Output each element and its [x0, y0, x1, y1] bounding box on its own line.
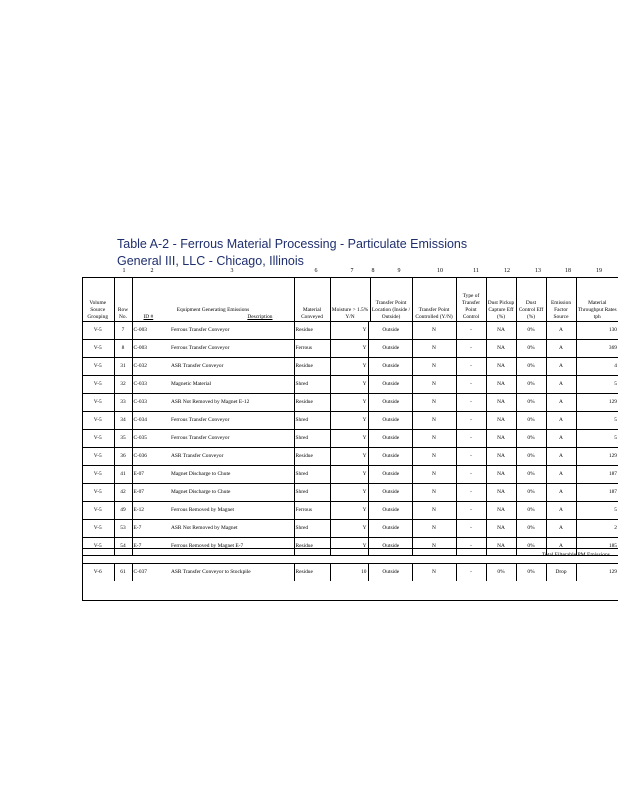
transfer-location-cell: Outside [370, 430, 412, 448]
source-grouping-cell: V-5 [82, 340, 114, 358]
transfer-location-cell: Outside [370, 502, 412, 520]
pickup-eff-cell: NA [486, 538, 516, 556]
equipment-id-cell: E-07 [132, 466, 170, 484]
transfer-controlled-cell: N [412, 484, 456, 502]
material-cell: Residue [294, 358, 330, 376]
equipment-id-cell: C-035 [132, 430, 170, 448]
column-numbers [0, 268, 618, 277]
control-type-cell: - [456, 484, 486, 502]
header-equipment [132, 277, 294, 322]
control-type-cell: - [456, 466, 486, 484]
description-cell: Magnet Discharge to Chute [170, 484, 294, 502]
total-label: Total Filterable PM Emissions [541, 552, 610, 558]
transfer-location-cell: Outside [370, 340, 412, 358]
description-cell: ASR Not Removed by Magnet [170, 520, 294, 538]
source-grouping-cell: V-5 [82, 520, 114, 538]
column-number: 6 [314, 268, 318, 274]
moisture-cell: Y [330, 340, 368, 358]
row-no-cell: 41 [114, 466, 132, 484]
control-eff-cell: 0% [516, 502, 546, 520]
transfer-location-cell: Outside [370, 376, 412, 394]
header-row-no: Row No. [114, 277, 132, 322]
equipment-id-cell: C-032 [132, 358, 170, 376]
control-type-cell: - [456, 430, 486, 448]
source-grouping-cell: V-5 [82, 448, 114, 466]
equipment-id-cell: E-12 [132, 502, 170, 520]
moisture-cell: Y [330, 376, 368, 394]
equipment-id-cell: E-7 [132, 520, 170, 538]
moisture-cell: Y [330, 322, 368, 340]
header-moisture: Moisture > 1.5% Y/N [330, 277, 370, 322]
row-no-cell: 61 [114, 564, 132, 581]
control-type-cell: - [456, 520, 486, 538]
pickup-eff-cell: NA [486, 520, 516, 538]
column-number: 18 [565, 268, 571, 274]
factor-source-cell: A [546, 502, 576, 520]
transfer-controlled-cell: N [412, 502, 456, 520]
transfer-location-cell: Outside [370, 466, 412, 484]
material-cell: Residue [294, 394, 330, 412]
throughput-cell: 5 [576, 430, 618, 448]
throughput-cell: 129 [576, 564, 618, 581]
control-eff-cell: 0% [516, 448, 546, 466]
equipment-id-cell: C-034 [132, 412, 170, 430]
equipment-id-cell: C-033 [132, 376, 170, 394]
column-number: 8 [371, 268, 375, 274]
column-number: 19 [596, 268, 602, 274]
factor-source-cell: A [546, 358, 576, 376]
description-cell: Ferrous Transfer Conveyor [170, 322, 294, 340]
control-type-cell: - [456, 448, 486, 466]
factor-source-cell: Drop [546, 564, 576, 581]
table-row [82, 466, 618, 484]
material-cell: Residue [294, 322, 330, 340]
source-grouping-cell: V-5 [82, 322, 114, 340]
transfer-controlled-cell: N [412, 340, 456, 358]
transfer-controlled-cell: N [412, 564, 456, 581]
factor-source-cell: A [546, 376, 576, 394]
moisture-cell: Y [330, 538, 368, 556]
header-control-type: Type of Transfer Point Control [456, 277, 486, 322]
table-bottom-rule [82, 600, 618, 601]
table-row [82, 564, 618, 581]
header-source-grouping: Volume Source Grouping [82, 277, 114, 322]
throughput-cell: 4 [576, 358, 618, 376]
factor-source-cell: A [546, 322, 576, 340]
factor-source-cell: A [546, 538, 576, 556]
throughput-cell: 187 [576, 484, 618, 502]
throughput-cell: 5 [576, 412, 618, 430]
description-cell: Ferrous Removed by Magnet E-7 [170, 538, 294, 556]
description-cell: ASR Transfer Conveyor to Stockpile [171, 569, 251, 575]
control-type-cell: - [456, 394, 486, 412]
transfer-location-cell: Outside [370, 394, 412, 412]
source-grouping-cell: V-5 [82, 394, 114, 412]
throughput-cell: 5 [576, 376, 618, 394]
row-no-cell: 33 [114, 394, 132, 412]
row-no-cell: 53 [114, 520, 132, 538]
material-cell: Shred [294, 430, 330, 448]
moisture-cell: Y [330, 466, 368, 484]
throughput-cell: 187 [576, 466, 618, 484]
throughput-cell: 2 [576, 520, 618, 538]
moisture-cell: Y [330, 358, 368, 376]
transfer-location-cell: Outside [370, 358, 412, 376]
table-row [82, 376, 618, 394]
transfer-location-cell: Outside [370, 322, 412, 340]
header-description: Description [247, 314, 273, 320]
transfer-controlled-cell: N [412, 466, 456, 484]
moisture-cell: Y [330, 502, 368, 520]
source-grouping-cell: V-5 [82, 412, 114, 430]
header-throughput: Material Throughput Rates tph [576, 277, 618, 322]
material-cell: Shred [294, 376, 330, 394]
header-control-eff: Dust Control Eff (%) [516, 277, 546, 322]
description-cell: ASR Not Removed by Magnet E-12 [170, 394, 294, 412]
header-transfer-controlled: Transfer Point Controlled (Y/N) [412, 277, 456, 322]
material-cell: Shred [294, 484, 330, 502]
throughput-cell: 130 [576, 322, 618, 340]
row-no-cell: 32 [114, 376, 132, 394]
pickup-eff-cell: NA [486, 376, 516, 394]
control-type-cell: - [456, 358, 486, 376]
header-id: ID # [143, 314, 154, 320]
control-type-cell: - [456, 412, 486, 430]
table-row [82, 520, 618, 538]
column-number: 13 [535, 268, 541, 274]
transfer-controlled-cell: N [412, 394, 456, 412]
material-cell: Ferrous [294, 340, 330, 358]
source-grouping-cell: V-6 [93, 569, 102, 575]
emissions-table [82, 277, 618, 556]
row-no-cell: 42 [114, 484, 132, 502]
material-cell: Ferrous [294, 502, 330, 520]
header-material: Material Conveyed [294, 277, 330, 322]
factor-source-cell: A [546, 430, 576, 448]
control-eff-cell: 0% [516, 412, 546, 430]
control-eff-cell: 0% [516, 466, 546, 484]
description-cell: ASR Transfer Conveyor [170, 358, 294, 376]
control-type-cell: - [456, 340, 486, 358]
control-eff-cell: 0% [516, 394, 546, 412]
transfer-controlled-cell: N [412, 376, 456, 394]
row-no-cell: 7 [114, 322, 132, 340]
transfer-location-cell: Outside [370, 484, 412, 502]
table-row [82, 340, 618, 358]
equipment-id-cell: C-036 [132, 448, 170, 466]
column-number: 12 [504, 268, 510, 274]
factor-source-cell: A [546, 520, 576, 538]
factor-source-cell: A [546, 484, 576, 502]
table-row [82, 322, 618, 340]
pickup-eff-cell: NA [486, 412, 516, 430]
source-grouping-cell: V-5 [82, 538, 114, 556]
description-cell: Ferrous Transfer Conveyor [170, 430, 294, 448]
final-row-table [82, 564, 618, 581]
transfer-location-cell: Outside [370, 520, 412, 538]
equipment-id-cell: E-7 [132, 538, 170, 556]
throughput-cell: 185 [576, 538, 618, 556]
column-number: 1 [122, 268, 126, 274]
control-eff-cell: 0% [516, 520, 546, 538]
control-eff-cell: 0% [516, 340, 546, 358]
material-cell: Residue [294, 538, 330, 556]
description-cell: Magnet Discharge to Chute [170, 466, 294, 484]
table-row [82, 484, 618, 502]
source-grouping-cell: V-5 [82, 430, 114, 448]
description-cell: Ferrous Transfer Conveyor [170, 412, 294, 430]
pickup-eff-cell: NA [486, 358, 516, 376]
throughput-cell: 129 [576, 394, 618, 412]
header-transfer-location: Transfer Point Location (Inside / Outside) [370, 277, 412, 322]
material-cell: Shred [294, 520, 330, 538]
column-number: 3 [230, 268, 234, 274]
pickup-eff-cell: NA [486, 322, 516, 340]
description-cell: ASR Transfer Conveyor [170, 448, 294, 466]
factor-source-cell: A [546, 466, 576, 484]
factor-source-cell: A [546, 448, 576, 466]
pickup-eff-cell: NA [486, 466, 516, 484]
source-grouping-cell: V-5 [82, 466, 114, 484]
throughput-cell: 5 [576, 502, 618, 520]
row-no-cell: 54 [114, 538, 132, 556]
column-number: 2 [150, 268, 154, 274]
moisture-cell: Y [330, 484, 368, 502]
row-no-cell: 49 [114, 502, 132, 520]
throughput-cell: 129 [576, 448, 618, 466]
column-number: 7 [350, 268, 354, 274]
equipment-id-cell: C-037 [132, 564, 170, 581]
total-row [82, 548, 618, 564]
moisture-cell: Y [330, 520, 368, 538]
equipment-id-cell: E-07 [132, 484, 170, 502]
material-cell: Residue [294, 564, 330, 581]
description-cell: Magnetic Material [170, 376, 294, 394]
material-cell: Shred [294, 466, 330, 484]
source-grouping-cell: V-5 [82, 502, 114, 520]
control-type-cell: - [456, 502, 486, 520]
transfer-controlled-cell: N [412, 448, 456, 466]
column-number: 10 [437, 268, 443, 274]
factor-source-cell: A [546, 412, 576, 430]
transfer-location-cell: Outside [370, 538, 412, 556]
transfer-controlled-cell: N [412, 538, 456, 556]
pickup-eff-cell: NA [486, 394, 516, 412]
control-eff-cell: 0% [516, 538, 546, 556]
factor-source-cell: A [546, 394, 576, 412]
row-no-cell: 35 [114, 430, 132, 448]
control-type-cell: - [456, 538, 486, 556]
transfer-location-cell: Outside [370, 412, 412, 430]
transfer-controlled-cell: N [412, 358, 456, 376]
moisture-cell: 10 [330, 564, 368, 581]
moisture-cell: Y [330, 430, 368, 448]
transfer-controlled-cell: N [412, 520, 456, 538]
throughput-cell: 369 [576, 340, 618, 358]
pickup-eff-cell: NA [486, 484, 516, 502]
pickup-eff-cell: NA [486, 448, 516, 466]
control-type-cell: - [456, 376, 486, 394]
header-factor-source: Emission Factor Source [546, 277, 576, 322]
equipment-id-cell: C-033 [132, 394, 170, 412]
description-cell: Ferrous Removed by Magnet [170, 502, 294, 520]
transfer-location-cell: Outside [370, 448, 412, 466]
source-grouping-cell: V-5 [82, 484, 114, 502]
row-no-cell: 8 [114, 340, 132, 358]
control-eff-cell: 0% [516, 430, 546, 448]
pickup-eff-cell: NA [486, 502, 516, 520]
moisture-cell: Y [330, 412, 368, 430]
pickup-eff-cell: NA [486, 430, 516, 448]
control-eff-cell: 0% [516, 564, 546, 581]
control-type-cell: - [456, 322, 486, 340]
control-eff-cell: 0% [516, 358, 546, 376]
material-cell: Shred [294, 412, 330, 430]
header-pickup-eff: Dust Pickup Capture Eff (%) [486, 277, 516, 322]
source-grouping-cell: V-5 [82, 376, 114, 394]
row-no-cell: 31 [114, 358, 132, 376]
table-row [82, 394, 618, 412]
material-cell: Residue [294, 448, 330, 466]
control-type-cell: - [456, 564, 486, 581]
table-title: Table A-2 - Ferrous Material Processing - Particulate Emissions [117, 237, 468, 251]
row-no-cell: 34 [114, 412, 132, 430]
table-row [82, 430, 618, 448]
moisture-cell: Y [330, 448, 368, 466]
table-subtitle: General III, LLC - Chicago, Illinois [117, 254, 304, 268]
table-row [82, 448, 618, 466]
column-number: 11 [473, 268, 479, 274]
control-eff-cell: 0% [516, 484, 546, 502]
transfer-location-cell: Outside [382, 569, 400, 575]
source-grouping-cell: V-5 [82, 358, 114, 376]
table-row [82, 412, 618, 430]
control-eff-cell: 0% [516, 322, 546, 340]
moisture-cell: Y [330, 394, 368, 412]
row-no-cell: 36 [114, 448, 132, 466]
header-equipment-group: Equipment Generating Emissions [176, 307, 250, 313]
equipment-id-cell: C-003 [132, 340, 170, 358]
description-cell: Ferrous Transfer Conveyor [170, 340, 294, 358]
transfer-controlled-cell: N [412, 412, 456, 430]
table-row [82, 358, 618, 376]
column-number: 9 [397, 268, 401, 274]
pickup-eff-cell: 0% [486, 564, 516, 581]
pickup-eff-cell: NA [486, 340, 516, 358]
factor-source-cell: A [546, 340, 576, 358]
control-eff-cell: 0% [516, 376, 546, 394]
table-row [82, 502, 618, 520]
transfer-controlled-cell: N [412, 430, 456, 448]
equipment-id-cell: C-003 [132, 322, 170, 340]
transfer-controlled-cell: N [412, 322, 456, 340]
